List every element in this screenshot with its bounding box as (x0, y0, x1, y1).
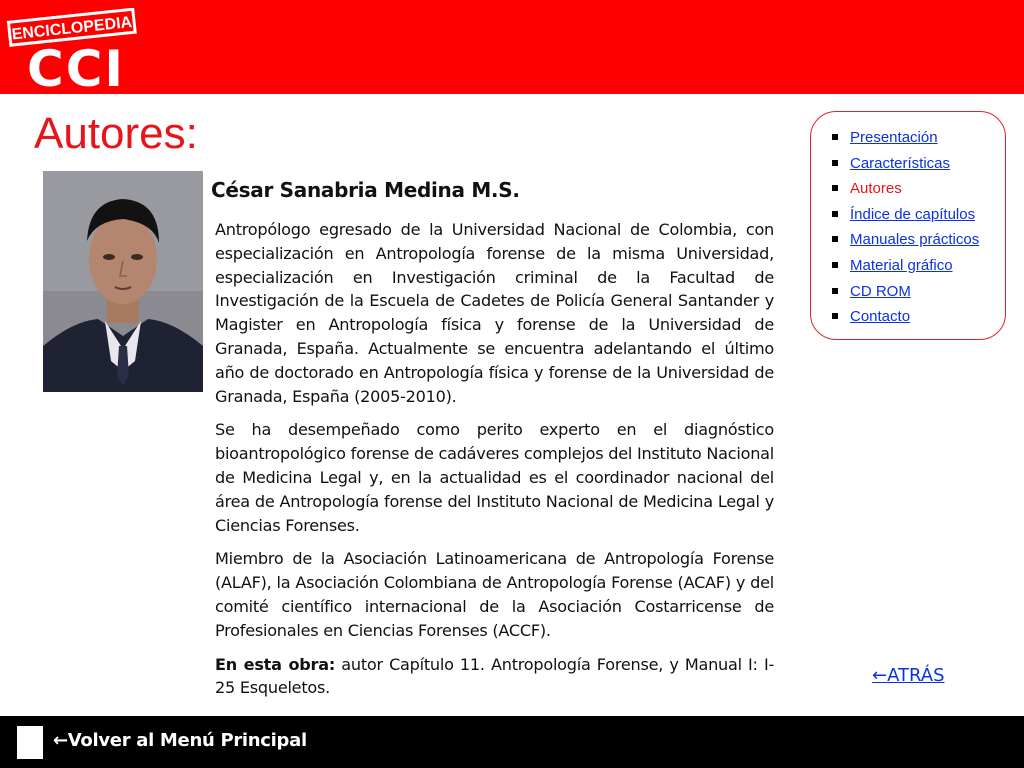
nav-link-contacto[interactable]: Contacto (850, 308, 911, 326)
nav-item-material (823, 256, 1005, 282)
nav-item-autores (823, 179, 1005, 205)
logo-text-top: ENCICLOPEDIA (10, 13, 133, 44)
nav-link-presentacion[interactable]: Presentación (850, 129, 938, 146)
author-bio (215, 218, 774, 710)
nav-item-contacto (823, 307, 1005, 333)
bio-paragraph: Se ha desempeñado como perito experto en el diagnóstico bioantropológico forense de cadáveres complejos del Instituto Nacional de Medicina Legal y, en la actualidad es el coordinador nacional del área de Antropología forense del Instituto Nacional de Medicina Legal y Ciencias Forenses. (215, 420, 774, 535)
back-link[interactable]: ←ATRÁS (872, 665, 945, 686)
bullet-icon (832, 160, 838, 166)
nav-link-cdrom[interactable]: CD ROM (850, 282, 911, 300)
bullet-icon (832, 134, 838, 140)
nav-link-autores[interactable]: Autores (850, 180, 902, 198)
bullet-icon (832, 236, 838, 242)
bullet-icon (832, 262, 838, 268)
nav-link-manuales[interactable]: Manuales prácticos (850, 231, 980, 249)
bio-paragraph: Antropólogo egresado de la Universidad Nacional de Colombia, con especialización en Antropología forense de la misma Universidad, especialización en Investigación criminal de la Facultad de Investigación de la Escuela de Cadetes de Policía General Santander y Magister en Antropología física y forense de la Universidad de Granada, España. Actualmente se encuentra adelantando el último año de doctorado en Antropología física y forense de la Universidad de Granada, España (2005-2010). (215, 220, 774, 406)
footer-bar (0, 716, 1024, 768)
bullet-icon (832, 185, 838, 191)
nav-item-indice (823, 205, 1005, 231)
nav-link-indice[interactable]: Índice de capítulos (850, 205, 976, 223)
nav-link-caracteristicas[interactable]: Características (850, 154, 951, 172)
nav-item-presentacion (823, 128, 1005, 154)
author-name: César Sanabria Medina M.S. (211, 178, 520, 202)
bio-work-paragraph (215, 653, 774, 701)
bullet-icon (832, 288, 838, 294)
bullet-icon (832, 313, 838, 319)
logo-text-bottom: CCI (27, 40, 125, 88)
enciclopedia-cci-logo[interactable] (6, 8, 144, 88)
bio-paragraph: Miembro de la Asociación Latinoamericana de Antropología Forense (ALAF), la Asociación Colombiana de Antropología Forense (ACAF) y del comité científico internacional de la Asociación Costarricense de Profesionales en Ciencias Forenses (ACCF). (215, 549, 774, 640)
page-title: Autores: (34, 109, 198, 158)
nav-link-material[interactable]: Material gráfico (850, 256, 953, 274)
nav-item-manuales (823, 230, 1005, 256)
navigation-menu (810, 111, 1006, 340)
author-portrait (43, 171, 203, 392)
bullet-icon (832, 211, 838, 217)
work-text: autor Capítulo 11. Antropología Forense, y Manual I: I-25 Esqueletos. (215, 654, 775, 698)
work-label: En esta obra: (215, 654, 336, 674)
main-menu-link[interactable]: ←Volver al Menú Principal (53, 730, 307, 751)
nav-item-caracteristicas (823, 154, 1005, 180)
menu-square-icon (17, 726, 43, 759)
header-band (0, 0, 1024, 94)
nav-item-cdrom (823, 282, 1005, 308)
